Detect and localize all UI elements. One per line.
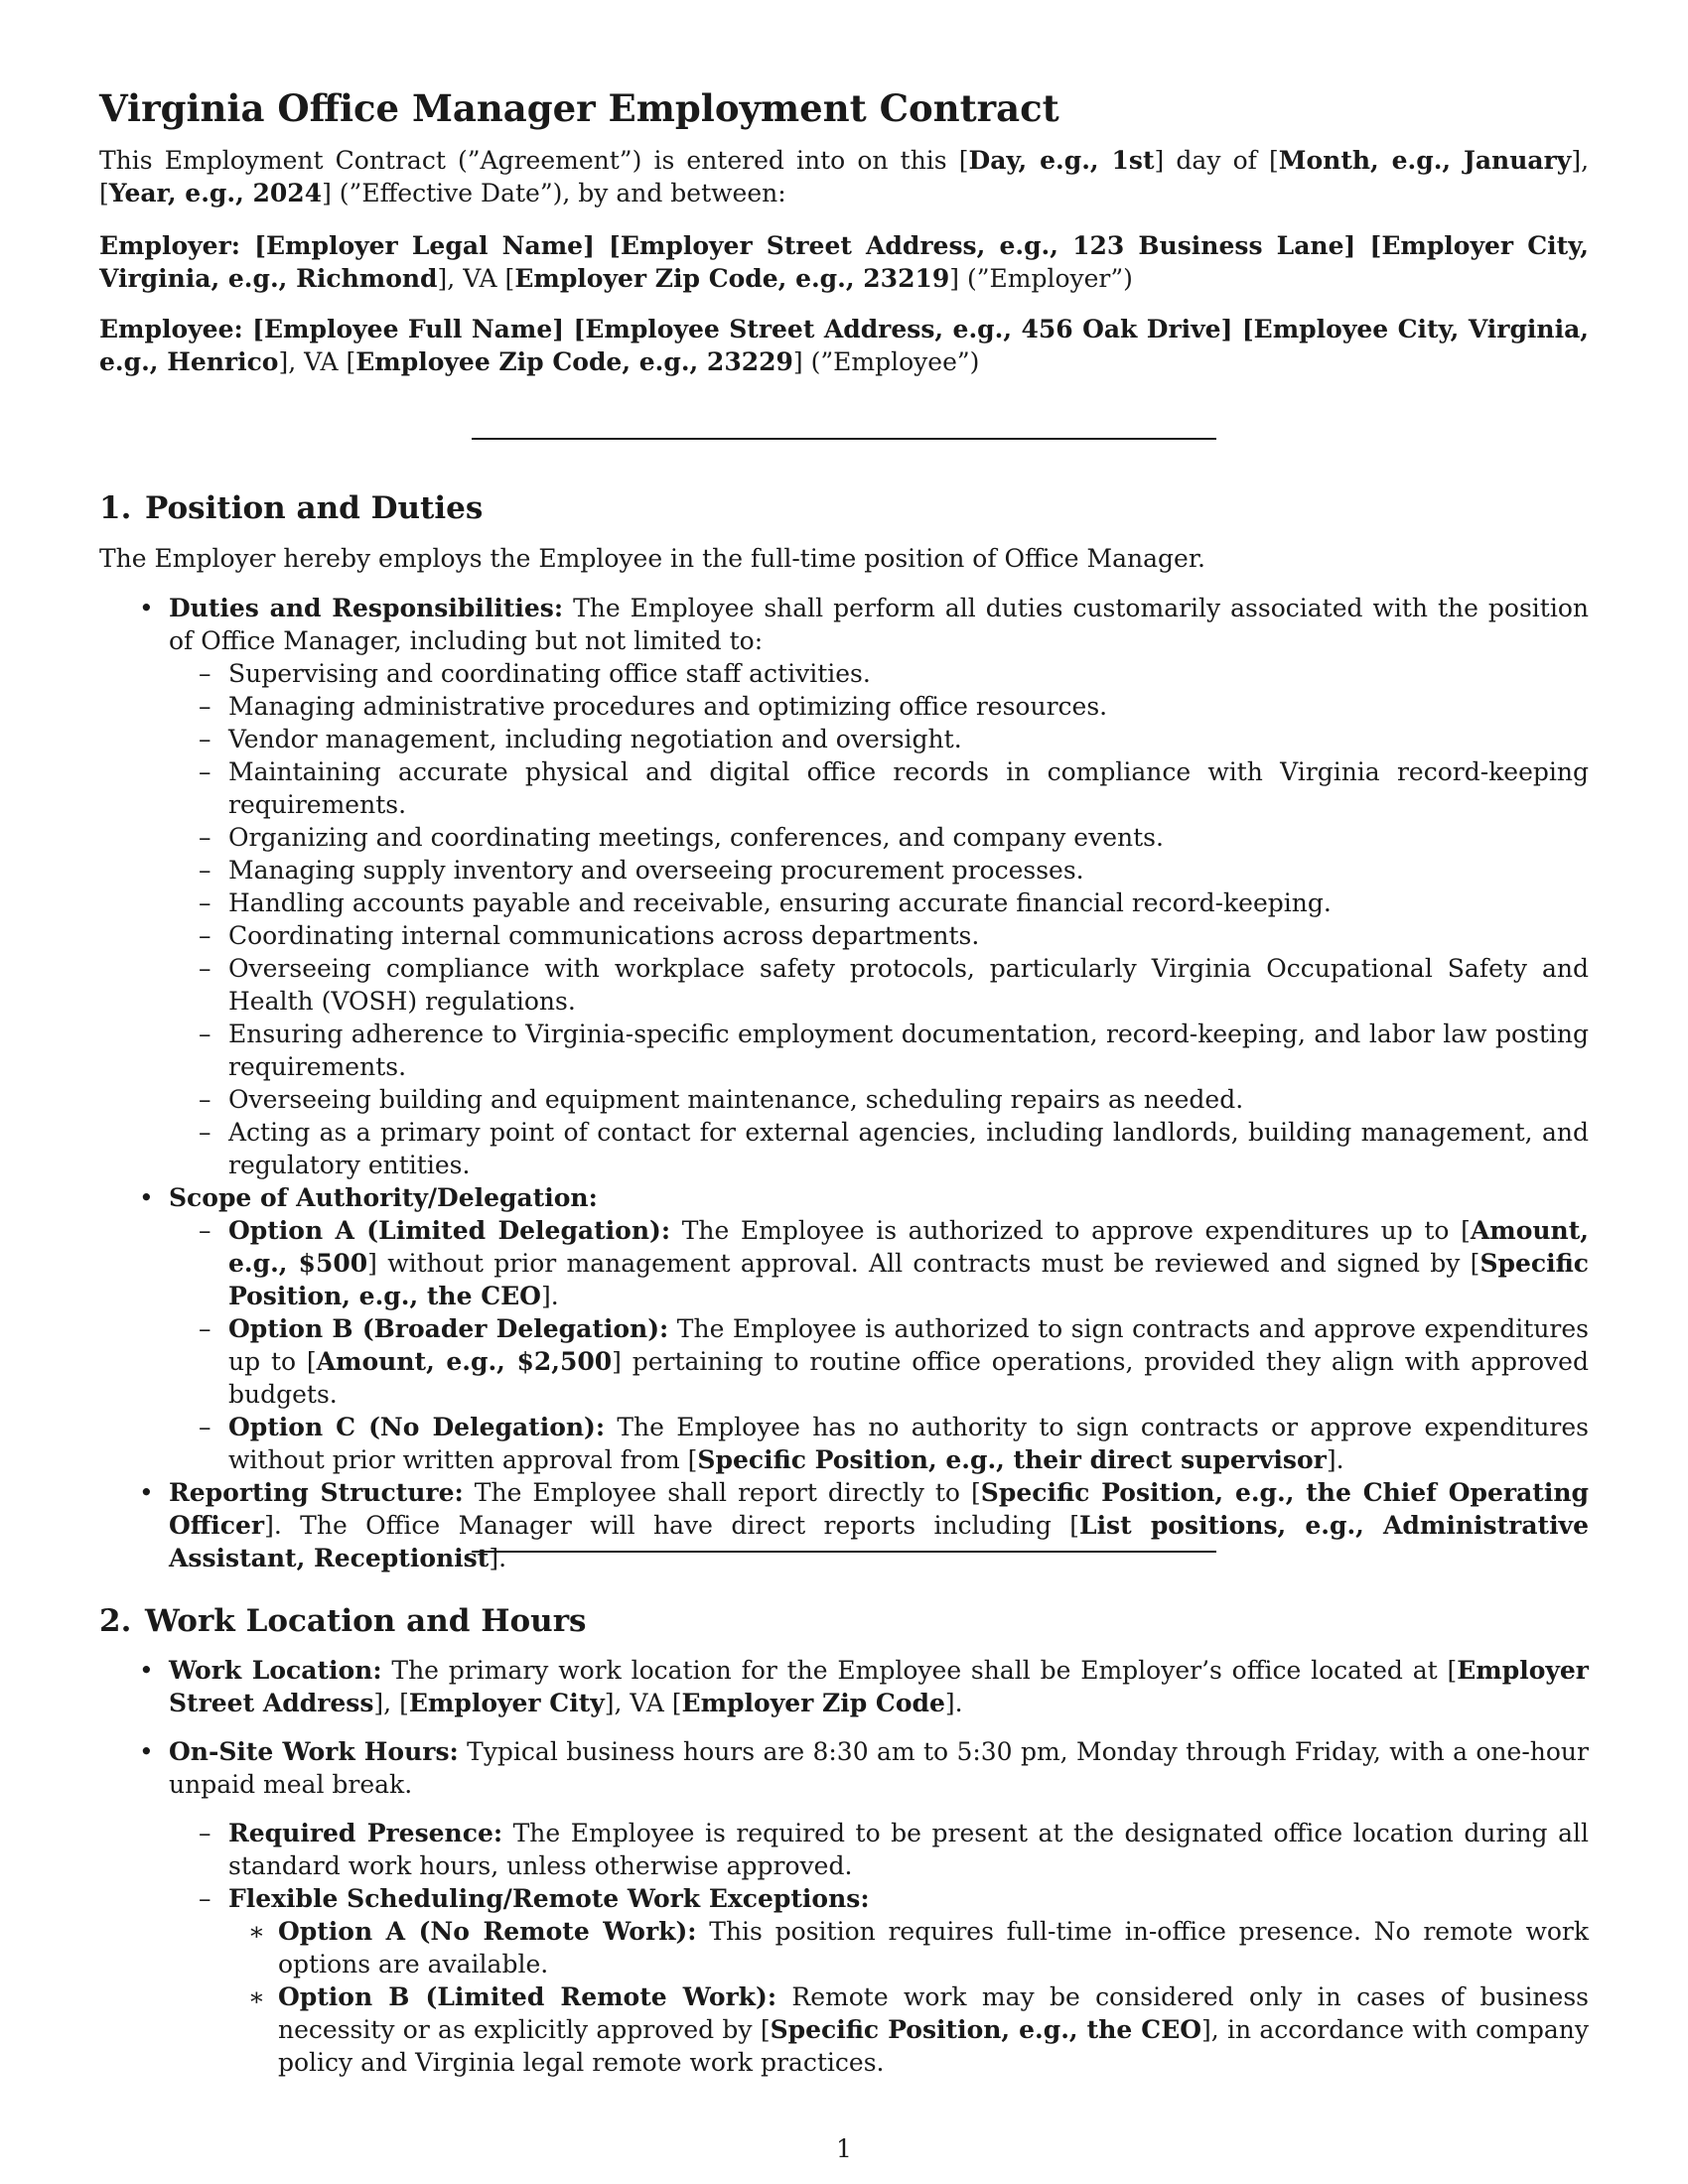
bold-run: Specific Position, e.g., the Chief Operating Officer: [169, 1478, 1589, 1540]
text-run: ], VA [: [437, 264, 515, 293]
dash-marker: –: [199, 888, 211, 917]
text-run: ], in accordance with company policy and Virginia legal remote work practices.: [278, 2015, 1590, 2077]
text-run: The Employee is authorized to approve expenditures up to [: [670, 1216, 1471, 1245]
list-item: [99, 1312, 1589, 1411]
list-item-text: Overseeing compliance with workplace safety protocols, particularly Virginia Occupational Safety and Health (VOSH) regulations.: [228, 954, 1589, 1016]
duties-text: The Employee shall perform all duties customarily associated with the position of Office Manager, including but not limited to:: [169, 594, 1590, 655]
list-item-text: [228, 1216, 1589, 1310]
scope-label: Scope of Authority/Delegation:: [169, 1183, 598, 1212]
dash-marker: –: [199, 823, 211, 852]
text-run: ]. The Office Manager will have direct reports including [: [264, 1511, 1079, 1540]
list-item-text: [278, 1917, 1589, 1979]
list-item: [99, 1817, 1589, 1882]
bold-run: Specific Position, e.g., the CEO: [770, 2015, 1202, 2044]
text-run: The Employee is required to be present at the designated office location during all standard work hours, unless otherwise approved.: [228, 1819, 1589, 1880]
section-number: 2.: [99, 1603, 132, 1639]
dash-marker: –: [199, 725, 211, 753]
bold-run: Employee Zip Code, e.g., 23229: [355, 347, 793, 376]
section-title: Position and Duties: [145, 490, 484, 526]
bold-run: Employee: [Employee Full Name] [Employee Street Address, e.g., 456 Oak Drive] [Employee City, Virginia, e.g., Henrico: [99, 315, 1589, 376]
list-item: [99, 1476, 1589, 1574]
dash-marker: –: [199, 1314, 211, 1343]
bold-run: Employer City: [408, 1689, 605, 1717]
list-item-text: Managing administrative procedures and optimizing office resources.: [228, 692, 1108, 721]
document-page: [99, 0, 1589, 2184]
star-marker: ∗: [248, 1917, 265, 1946]
list-item: [99, 1411, 1589, 1476]
list-item-text: [228, 1314, 1589, 1409]
employer-block: [99, 229, 1589, 295]
dash-marker: –: [199, 1884, 211, 1913]
list-item: [99, 1214, 1589, 1312]
dash-marker: –: [199, 1216, 211, 1245]
reporting-text: [169, 1478, 1589, 1572]
list-item: [99, 592, 1589, 1181]
text-run: ] without prior management approval. All contracts must be reviewed and signed by [: [367, 1249, 1480, 1278]
presence-text: [228, 1819, 1589, 1880]
text-run: This Employment Contract (”Agreement”) is entered into on this: [99, 146, 959, 175]
section-1-list: [99, 592, 1589, 1574]
list-item-text: Ensuring adherence to Virginia-specific employment documentation, record-keeping, and labor law posting requirements.: [228, 1020, 1589, 1081]
bold-run: Option B (Limited Remote Work):: [278, 1982, 777, 2011]
list-item: [99, 723, 1589, 755]
text-run: The primary work location for the Employee shall be Employer’s office located at [: [381, 1656, 1458, 1685]
text-run: The Employee shall report directly to [: [463, 1478, 981, 1507]
list-item: [99, 1980, 1589, 2079]
dash-marker: –: [199, 1085, 211, 1114]
bold-run: Specific Position, e.g., the CEO: [228, 1249, 1589, 1310]
list-item: [99, 952, 1589, 1018]
bullet-marker: •: [139, 1478, 154, 1507]
list-item-text: Managing supply inventory and overseeing procurement processes.: [228, 856, 1084, 885]
dash-marker: –: [199, 1413, 211, 1441]
bold-run: Month, e.g., January: [1278, 146, 1572, 175]
dash-marker: –: [199, 856, 211, 885]
list-item-text: Handling accounts payable and receivable, ensuring accurate financial record-keeping.: [228, 888, 1332, 917]
text-run: ] pertaining to routine office operations, provided they align with approved budgets.: [228, 1347, 1589, 1409]
flex-label: Flexible Scheduling/Remote Work Exceptions:: [228, 1884, 870, 1913]
dash-marker: –: [199, 692, 211, 721]
list-item: [99, 919, 1589, 952]
list-item: [99, 1018, 1589, 1083]
text-run: ] (”Employer”): [949, 264, 1133, 293]
list-item: [99, 1654, 1589, 1719]
list-item-text: [278, 1982, 1589, 2077]
section-divider: [472, 438, 1216, 440]
bold-run: Option B (Broader Delegation):: [228, 1314, 669, 1343]
list-item: [99, 1083, 1589, 1116]
list-item: [99, 1181, 1589, 1476]
bold-run: On-Site Work Hours:: [169, 1737, 459, 1766]
list-item: [99, 1882, 1589, 2079]
text-run: Remote work may be considered only in cases of business necessity or as explicitly approved by [: [278, 1982, 1589, 2044]
list-item: [99, 1915, 1589, 1980]
text-run: ].: [489, 1544, 507, 1572]
list-item-text: Coordinating internal communications across departments.: [228, 921, 980, 950]
bold-run: Employer Zip Code, e.g., 23219: [514, 264, 950, 293]
page-number: 1: [836, 2134, 852, 2163]
text-run: Typical business hours are 8:30 am to 5:30 pm, Monday through Friday, with a one-hour unpaid meal break.: [169, 1737, 1589, 1799]
list-item: [99, 821, 1589, 854]
dash-marker: –: [199, 954, 211, 983]
dash-marker: –: [199, 921, 211, 950]
bold-run: Option A (No Remote Work):: [278, 1917, 697, 1946]
text-run: [: [958, 146, 969, 175]
work-hours-text: [169, 1737, 1589, 1799]
bold-run: Employer Street Address: [169, 1656, 1589, 1717]
intro-paragraph: [99, 144, 1589, 209]
list-item-text: Vendor management, including negotiation and oversight.: [228, 725, 962, 753]
text-run: The Employee is authorized to sign contracts and approve expenditures up to [: [228, 1314, 1590, 1376]
text-run: The Employee has no authority to sign contracts or approve expenditures without prior written approval from [: [228, 1413, 1589, 1474]
text-run: ] day of [: [1154, 146, 1279, 175]
text-run: ], VA [: [604, 1689, 682, 1717]
bold-run: List positions, e.g., Administrative Assistant, Receptionist: [169, 1511, 1589, 1572]
list-item-text: Organizing and coordinating meetings, conferences, and company events.: [228, 823, 1164, 852]
section-1-heading: [99, 488, 483, 528]
bold-run: Year, e.g., 2024: [108, 179, 323, 207]
duties-list: [169, 657, 1589, 1181]
list-item-text: Acting as a primary point of contact for external agencies, including landlords, building management, and regulatory entities.: [228, 1118, 1589, 1179]
dash-marker: –: [199, 1118, 211, 1147]
list-item-text: [228, 1413, 1589, 1474]
bold-run: Day, e.g., 1st: [968, 146, 1155, 175]
list-item: [99, 755, 1589, 821]
bold-run: Work Location:: [169, 1656, 382, 1685]
section-number: 1.: [99, 490, 132, 526]
work-location-text: [169, 1656, 1589, 1717]
dash-marker: –: [199, 1819, 211, 1847]
bold-run: Employer: [Employer Legal Name] [Employer Street Address, e.g., 123 Business Lane] [Employer City, Virginia, e.g., Richmond: [99, 231, 1589, 293]
text-run: ], [: [99, 146, 1590, 207]
text-run: ], [: [373, 1689, 409, 1717]
text-run: ].: [540, 1282, 559, 1310]
text-run: ].: [944, 1689, 963, 1717]
list-item: [99, 1735, 1589, 2079]
list-item: [99, 657, 1589, 690]
star-marker: ∗: [248, 1982, 265, 2011]
text-run: ] (”Effective Date”), by and between:: [322, 179, 786, 207]
section-2-list: [99, 1654, 1589, 2079]
document-title: Virginia Office Manager Employment Contract: [99, 86, 1059, 130]
dash-marker: –: [199, 757, 211, 786]
bold-run: Amount, e.g., $500: [228, 1216, 1589, 1278]
list-item: [99, 887, 1589, 919]
bold-run: Option A (Limited Delegation):: [228, 1216, 671, 1245]
section-2-heading: [99, 1601, 587, 1641]
bullet-marker: •: [139, 1656, 154, 1685]
bold-run: Specific Position, e.g., their direct supervisor: [697, 1445, 1327, 1474]
scope-options-list: [169, 1214, 1589, 1476]
list-item-text: Supervising and coordinating office staff activities.: [228, 659, 871, 688]
list-item-text: Overseeing building and equipment maintenance, scheduling repairs as needed.: [228, 1085, 1244, 1114]
bold-run: Reporting Structure:: [169, 1478, 464, 1507]
section-1-intro: The Employer hereby employs the Employee in the full-time position of Office Manager.: [99, 544, 1206, 573]
bullet-marker: •: [139, 594, 154, 622]
section-title: Work Location and Hours: [145, 1603, 587, 1639]
text-run: ].: [1326, 1445, 1344, 1474]
list-item: [99, 690, 1589, 723]
employee-block: [99, 313, 1589, 378]
bullet-marker: •: [139, 1737, 154, 1766]
section-divider: [472, 1551, 1216, 1553]
bold-run: Amount, e.g., $2,500: [316, 1347, 613, 1376]
list-item: [99, 854, 1589, 887]
bold-run: Option C (No Delegation):: [228, 1413, 606, 1441]
bullet-marker: •: [139, 1183, 154, 1212]
dash-marker: –: [199, 1020, 211, 1048]
dash-marker: –: [199, 659, 211, 688]
bold-run: Employer Zip Code: [681, 1689, 945, 1717]
list-item: [99, 1116, 1589, 1181]
text-run: ], VA [: [278, 347, 356, 376]
duties-label: Duties and Responsibilities:: [169, 594, 564, 622]
list-item-text: Maintaining accurate physical and digital office records in compliance with Virginia record-keeping requirements.: [228, 757, 1589, 819]
remote-options-list: [228, 1915, 1589, 2079]
text-run: This position requires full-time in-office presence. No remote work options are available.: [278, 1917, 1589, 1979]
hours-sublist: [169, 1817, 1589, 2079]
text-run: ] (”Employee”): [792, 347, 980, 376]
bold-run: Required Presence:: [228, 1819, 503, 1847]
